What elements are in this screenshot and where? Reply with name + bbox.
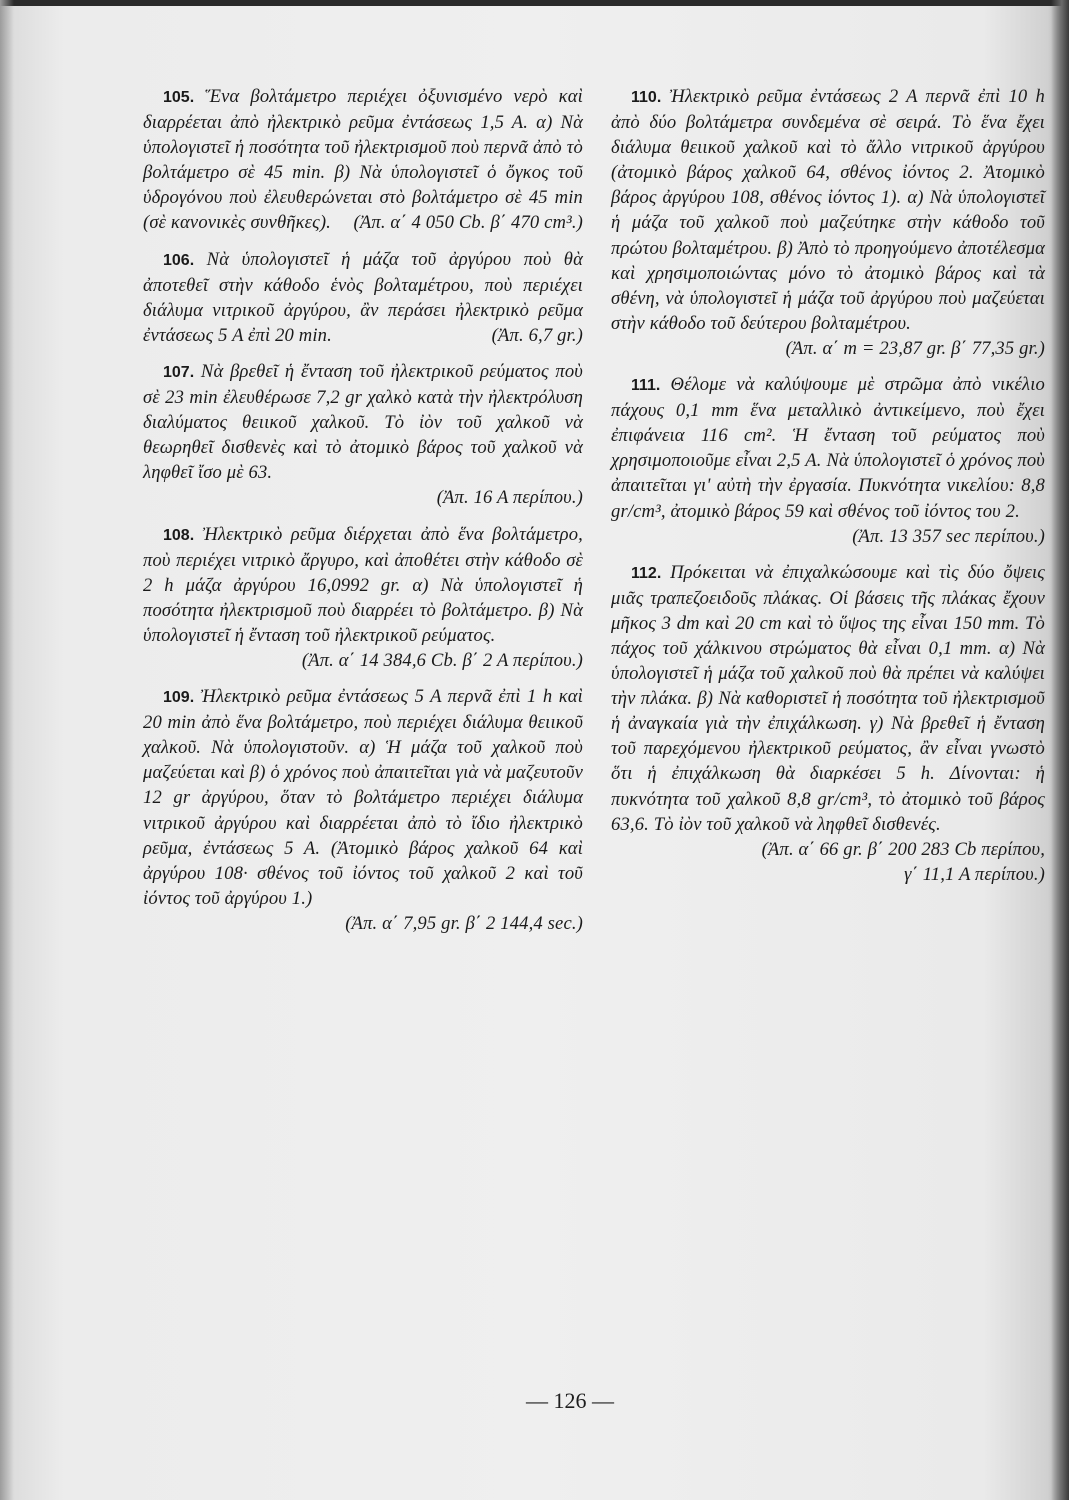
problem-110 bbox=[611, 84, 1045, 361]
problem-answer: (Ἀπ. 16 Α περίπου.) bbox=[436, 487, 583, 509]
scan-binding-shadow bbox=[0, 0, 14, 1500]
problem-text: Νὰ ὑπολογιστεῖ ἡ μάζα τοῦ ἀργύρου ποὺ θὰ ἀποτεθεῖ στὴν κάθοδο ἑνὸς βολταμέτρου, ποὺ περιέχει διάλυμα νιτρικοῦ ἀργύρου, ἂν περάσει ἠλεκτρικὸ ρεῦμα ἐντάσεως 5 Α ἐπὶ 20 min. bbox=[143, 248, 583, 346]
problem-answer: (Ἀπ. α΄ 7,95 gr. β΄ 2 144,4 sec.) bbox=[345, 912, 583, 934]
problem-text: Ἠλεκτρικὸ ρεῦμα διέρχεται ἀπὸ ἕνα βολτάμετρο, ποὺ περιέχει νιτρικὸ ἄργυρο, καὶ ἀποθέτει στὴν κάθοδο σὲ 2 h μάζα ἀργύρου 16,0992 gr. α) Νὰ ὑπολογιστεῖ ἡ ποσότητα ἠλεκτρισμοῦ ποὺ διαρρέει τὸ βολτάμετρο. β) Νὰ ὑπολογιστεῖ ἡ ἔνταση τοῦ ἠλεκτρικοῦ ρεύματος. bbox=[143, 523, 583, 646]
problem-answer: (Ἀπ. α΄ m = 23,87 gr. β΄ 77,35 gr.) bbox=[785, 337, 1045, 359]
problem-number: 109. bbox=[163, 689, 195, 707]
problem-answer: (Ἀπ. α΄ 14 384,6 Cb. β΄ 2 Α περίπου.) bbox=[301, 649, 583, 671]
page-number: — 126 — bbox=[526, 1388, 614, 1413]
problem-text: Πρόκειται νὰ ἐπιχαλκώσουμε καὶ τὶς δύο ὄψεις μιᾶς τραπεζοειδοῦς πλάκας. Οἱ βάσεις τῆς πλάκας ἔχουν μῆκος 3 dm καὶ 20 cm καὶ τὸ ὕψος της εἶναι 150 mm. Τὸ πάχος τοῦ χάλκινου στρώματος θὰ εἶναι 0,1 mm. α) Νὰ ὑπολογιστεῖ ἡ μάζα τοῦ χαλκοῦ ποὺ θὰ πρέπει νὰ καλύψει τὴν πλάκα. β) Νὰ καθοριστεῖ ἡ ποσότητα τοῦ ἠλεκτρισμοῦ ἡ ἀναγκαία γιὰ τὴν ἐπιχάλκωση. γ) Νὰ βρεθεῖ ἡ ἔνταση τοῦ παρεχόμενου ἠλεκτρικοῦ ρεύματος, ἂν εἶναι γνωστὸ ὅτι ἡ ἐπιχάλκωση θὰ διαρκέσει 5 h. Δίνονται: ἡ πυκνότητα τοῦ χαλκοῦ 8,8 gr/cm³, τὸ ἀτομικὸ τοῦ βάρος 63,6. Τὸ ἰὸν τοῦ χαλκοῦ νὰ ληφθεῖ δισθενές. bbox=[611, 561, 1045, 835]
problem-answer: (Ἀπ. α΄ 66 gr. β΄ 200 283 Cb περίπου, bbox=[761, 838, 1045, 860]
problem-answer: (Ἀπ. 13 357 sec περίπου.) bbox=[852, 525, 1045, 547]
problem-109 bbox=[143, 684, 583, 936]
problem-text: Ἠλεκτρικὸ ρεῦμα ἐντάσεως 5 Α περνᾶ ἐπὶ 1 h καὶ 20 min ἀπὸ ἕνα βολτάμετρο, ποὺ περιέχει διάλυμα θειικοῦ χαλκοῦ. Νὰ ὑπολογιστοῦν. α) Ἡ μάζα τοῦ χαλκοῦ ποὺ μαζεύεται καὶ β) ὁ χρόνος ποὺ ἀπαιτεῖται γιὰ νὰ μαζευτοῦν 12 gr ἀργύρου, ὅταν τὸ βολτάμετρο περιέχει διάλυμα νιτρικοῦ ἀργύρου καὶ διαρρέεται ἀπὸ τὸ ἴδιο ἠλεκτρικὸ ρεῦμα, ἐντάσεως 5 Α. (Ἀτομικὸ βάρος χαλκοῦ 64 καὶ ἀργύρου 108· σθένος τοῦ ἰόντος τοῦ χαλκοῦ 2 καὶ τοῦ ἰόντος τοῦ ἀργύρου 1.) bbox=[143, 686, 583, 909]
problem-105 bbox=[143, 84, 583, 236]
problem-111 bbox=[611, 372, 1045, 549]
problem-108 bbox=[143, 522, 583, 674]
problem-text: Ἠλεκτρικὸ ρεῦμα ἐντάσεως 2 Α περνᾶ ἐπὶ 10 h ἀπὸ δύο βολτάμετρα συνδεμένα σὲ σειρά. Τὸ ἕνα ἔχει διάλυμα θειικοῦ χαλκοῦ καὶ τὸ ἄλλο νιτρικοῦ ἀργύρου (ἀτομικὸ βάρος χαλκοῦ 64, σθένος ἰόντος 2. Ἀτομικὸ βάρος ἀργύρου 108, σθένος ἰόντος 1). α) Νὰ ὑπολογιστεῖ ἡ μάζα τοῦ χαλκοῦ ποὺ μαζεύτηκε στὴν κάθοδο τοῦ πρώτου βολταμέτρου. β) Ἀπὸ τὸ προηγούμενο ἀποτέλεσμα καὶ χρησιμοποιώντας μόνο τὸ ἀτομικὸ βάρος καὶ τὰ σθένη, νὰ ὑπολογιστεῖ ἡ μάζα τοῦ ἀργύρου ποὺ μαζεύεται στὴν κάθοδο τοῦ δεύτερου βολταμέτρου. bbox=[611, 86, 1045, 334]
left-column bbox=[143, 84, 583, 947]
right-column bbox=[611, 84, 1045, 898]
problem-number: 110. bbox=[631, 89, 662, 106]
problem-107 bbox=[143, 359, 583, 511]
problem-answer-line-2: γ΄ 11,1 Α περίπου.) bbox=[904, 863, 1045, 885]
problem-106 bbox=[143, 247, 583, 348]
problem-answer: (Ἀπ. 6,7 gr.) bbox=[491, 324, 583, 346]
problem-number: 111. bbox=[631, 377, 661, 395]
scan-right-edge bbox=[1051, 0, 1069, 1500]
problem-number: 108. bbox=[163, 526, 195, 544]
problem-number: 105. bbox=[163, 89, 195, 106]
problem-number: 107. bbox=[163, 363, 195, 381]
scan-top-edge bbox=[0, 0, 1069, 6]
problem-number: 106. bbox=[163, 251, 195, 269]
problem-text: Θέλομε νὰ καλύψουμε μὲ στρῶμα ἀπὸ νικέλιο πάχους 0,1 mm ἕνα μεταλλικὸ ἀντικείμενο, ποὺ ἔχει ἐπιφάνεια 116 cm². Ἡ ἔνταση τοῦ ρεύματος ποὺ χρησιμοποιοῦμε εἶναι 2,5 Α. Νὰ ὑπολογιστεῖ ὁ χρόνος ποὺ ἀπαιτεῖται γι' αὐτὴ τὴν ἐργασία. Πυκνότητα νικελίου: 8,8 gr/cm³, ἀτομικὸ βάρος 59 καὶ σθένος τοῦ ἰόντος του 2. bbox=[611, 374, 1045, 522]
problem-answer: (Ἀπ. α΄ 4 050 Cb. β΄ 470 cm³.) bbox=[353, 212, 583, 234]
problem-number: 112. bbox=[631, 564, 662, 582]
problem-text: Νὰ βρεθεῖ ἡ ἔνταση τοῦ ἠλεκτρικοῦ ρεύματος ποὺ σὲ 23 min ἐλευθέρωσε 7,2 gr χαλκὸ κατὰ τὴν ἠλεκτρόλυση διαλύματος θειικοῦ χαλκοῦ. Τὸ ἰὸν τοῦ χαλκοῦ νὰ θεωρηθεῖ δισθενὲς καὶ τὸ ἀτομικὸ βάρος τοῦ χαλκοῦ νὰ ληφθεῖ ἴσο μὲ 63. bbox=[143, 360, 583, 484]
problem-text: Ἕνα βολτάμετρο περιέχει ὀξυνισμένο νερὸ καὶ διαρρέεται ἀπὸ ἠλεκτρικὸ ρεῦμα ἐντάσεως 1,5 Α. α) Νὰ ὑπολογιστεῖ ἡ ποσότητα τοῦ ἠλεκτρισμοῦ ποὺ περνᾶ ἀπὸ τὸ βολτάμετρο σὲ 45 min. β) Νὰ ὑπολογιστεῖ ὁ ὄγκος τοῦ ὑδρογόνου ποὺ ἐλευθερώνεται στὸ βολτάμετρο σὲ 45 min (σὲ κανονικὲς συνθῆκες). bbox=[143, 86, 583, 234]
problem-112 bbox=[611, 560, 1045, 887]
